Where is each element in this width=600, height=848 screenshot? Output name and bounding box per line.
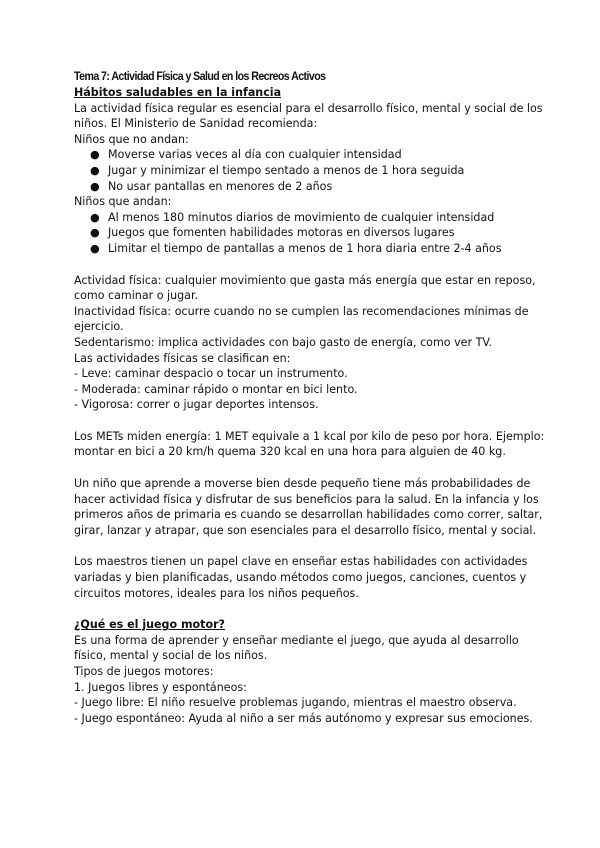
document-page	[74, 70, 545, 726]
paragraph-line: ejercicio.	[74, 320, 124, 334]
bullet-icon: ●	[90, 241, 100, 255]
paragraph-line: Los maestros tienen un papel clave en enseñar estas habilidades con actividades	[74, 555, 528, 569]
paragraph-line: como caminar o jugar.	[74, 289, 199, 303]
bullet-icon: ●	[90, 179, 100, 193]
section-heading-habitos: Hábitos saludables en la infancia	[74, 86, 282, 99]
list-item: ● Al menos 180 minutos diarios de movimiento de cualquier intensidad	[90, 210, 495, 224]
paragraph-line: hacer actividad física y disfrutar de sus beneficios para la salud. En la infancia y los	[74, 492, 539, 506]
paragraph-line: - Juego libre: El niño resuelve problemas jugando, mientras el maestro observa.	[74, 696, 517, 710]
group-label-andan: Niños que andan:	[74, 195, 172, 209]
bullet-icon: ●	[90, 163, 100, 177]
paragraph-line: circuitos motores, ideales para los niños pequeños.	[74, 586, 359, 600]
paragraph-line: - Leve: caminar despacio o tocar un instrumento.	[74, 367, 348, 381]
paragraph-line: girar, lanzar y atrapar, que son esenciales para el desarrollo físico, mental y social.	[74, 523, 536, 537]
paragraph-line: niños. El Ministerio de Sanidad recomienda:	[74, 117, 318, 131]
paragraph-line: Los METs miden energía: 1 MET equivale a 1 kcal por kilo de peso por hora. Ejemplo:	[74, 429, 545, 443]
list-item: ● Jugar y minimizar el tiempo sentado a menos de 1 hora seguida	[90, 163, 465, 177]
paragraph-line: físico, mental y social de los niños.	[74, 649, 268, 663]
list-item: ● Juegos que fomenten habilidades motoras en diversos lugares	[90, 226, 455, 240]
document-title: Tema 7: Actividad Física y Salud en los Recreos Activos	[74, 71, 326, 83]
paragraph-line: Es una forma de aprender y enseñar mediante el juego, que ayuda al desarrollo	[74, 633, 519, 647]
paragraph-line: Un niño que aprende a moverse bien desde pequeño tiene más probabilidades de	[74, 477, 531, 491]
bullet-icon: ●	[90, 148, 100, 162]
paragraph-line: Sedentarismo: implica actividades con bajo gasto de energía, como ver TV.	[74, 335, 493, 349]
paragraph-line: variadas y bien planificadas, usando métodos como juegos, canciones, cuentos y	[74, 571, 527, 585]
intro-paragraph	[74, 101, 543, 132]
paragraph-line: Tipos de juegos motores:	[74, 665, 214, 678]
group-label-no-andan: Niños que no andan:	[74, 132, 189, 146]
list-item: ● No usar pantallas en menores de 2 años	[90, 179, 333, 193]
motor-skills-paragraph	[74, 476, 543, 538]
definitions-paragraph	[74, 273, 534, 413]
paragraph-line: Las actividades físicas se clasifican en:	[74, 351, 291, 365]
bullet-icon: ●	[90, 226, 100, 240]
paragraph-line: La actividad física regular es esencial para el desarrollo físico, mental y social de los	[74, 101, 543, 115]
bullet-list-andan	[74, 210, 534, 257]
mets-paragraph	[74, 429, 545, 460]
bullet-list-no-andan	[74, 147, 534, 194]
paragraph-line: montar en bici a 20 km/h quema 320 kcal en una hora para alguien de 40 kg.	[74, 445, 506, 459]
paragraph-line: - Vigorosa: correr o jugar deportes intensos.	[74, 398, 319, 412]
list-item: ● Moverse varias veces al día con cualquier intensidad	[90, 148, 402, 162]
list-item: ● Limitar el tiempo de pantallas a menos de 1 hora diaria entre 2-4 años	[90, 241, 502, 255]
paragraph-line: - Juego espontáneo: Ayuda al niño a ser más autónomo y expresar sus emociones.	[74, 711, 533, 725]
bullet-icon: ●	[90, 210, 100, 224]
paragraph-line: 1. Juegos libres y espontáneos:	[74, 680, 247, 694]
juego-motor-paragraph	[74, 633, 534, 727]
paragraph-line: primeros años de primaria es cuando se desarrollan habilidades como correr, saltar,	[74, 508, 543, 522]
paragraph-line: Actividad física: cualquier movimiento que gasta más energía que estar en reposo,	[74, 273, 536, 287]
teachers-paragraph	[74, 554, 534, 601]
paragraph-line: Inactividad física: ocurre cuando no se cumplen las recomendaciones mínimas de	[74, 304, 529, 318]
section-heading-juego-motor: ¿Qué es el juego motor?	[74, 618, 225, 632]
paragraph-line: - Moderada: caminar rápido o montar en bici lento.	[74, 382, 358, 396]
